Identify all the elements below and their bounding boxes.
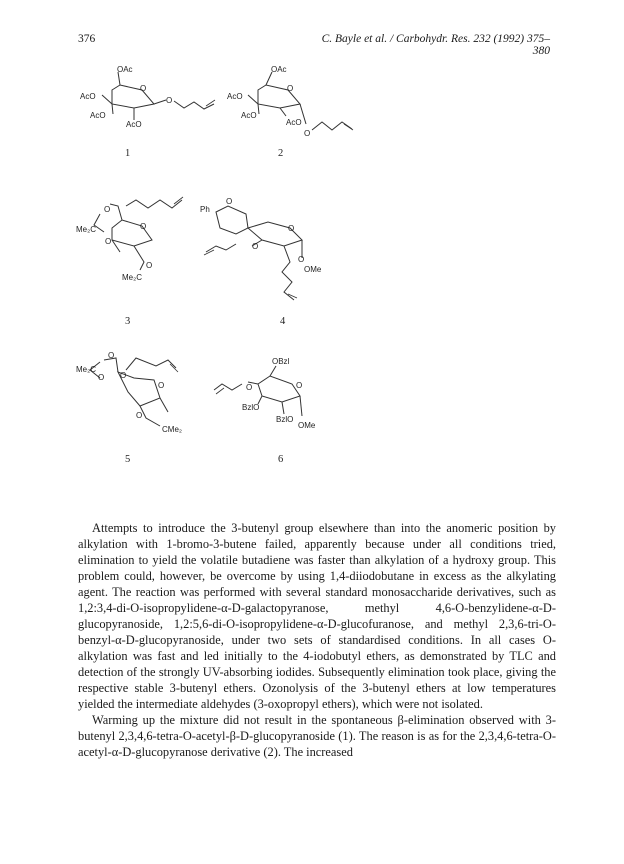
- c6-label-2: O: [246, 383, 253, 392]
- c5-label-5: O: [136, 411, 143, 420]
- c4-label-5: OMe: [304, 265, 322, 274]
- c2-label-0: OAc: [271, 65, 287, 74]
- c5-label-6: CMe₂: [162, 425, 182, 434]
- c1-label-3: AcO: [90, 111, 106, 120]
- c2-label-4: AcO: [286, 118, 302, 127]
- c5-label-2: O: [98, 373, 105, 382]
- structure-6: [214, 357, 316, 465]
- structure-1: [80, 65, 215, 159]
- c3-label-5: Me₂C: [122, 273, 142, 282]
- structure-3: [76, 197, 183, 327]
- c4-label-3: O: [252, 242, 259, 251]
- c5-label-4: O: [158, 381, 165, 390]
- c5-label-0: O: [108, 351, 115, 360]
- c4-label-0: Ph: [200, 205, 210, 214]
- c2-label-2: O: [287, 84, 294, 93]
- c6-label-4: BzlO: [276, 415, 294, 424]
- compound-number-2: 2: [278, 148, 284, 159]
- c3-label-3: O: [105, 237, 112, 246]
- body-text: [78, 520, 556, 760]
- compound-number-4: 4: [280, 316, 286, 327]
- c6-label-5: OMe: [298, 421, 316, 430]
- c1-label-2: O: [140, 84, 147, 93]
- compound-number-1: 1: [125, 148, 131, 159]
- c6-label-0: OBzl: [272, 357, 290, 366]
- running-head: C. Bayle et al. / Carbohydr. Res. 232 (1992) 375–380: [321, 33, 550, 57]
- page-number: 376: [78, 33, 96, 45]
- c4-label-1: O: [226, 197, 233, 206]
- c6-label-3: BzlO: [242, 403, 260, 412]
- structure-5: [76, 351, 182, 465]
- structure-2: [227, 65, 353, 159]
- paragraph-2: Warming up the mixture did not result in the spontaneous β-elimination observed with 3-butenyl 2,3,4,6-tetra-O-acetyl-β-D-glucopyranoside (1). The reason is as for the 2,3,4,6-tetra-O-acetyl-α-D-glucopyranose derivative (2). The increased: [78, 713, 556, 759]
- c1-label-5: O: [166, 96, 173, 105]
- c1-label-1: AcO: [80, 92, 96, 101]
- c3-label-2: O: [140, 222, 147, 231]
- c4-label-4: O: [298, 255, 305, 264]
- c2-label-5: O: [304, 129, 311, 138]
- c5-label-1: Me₂C: [76, 365, 96, 374]
- c3-label-0: O: [104, 205, 111, 214]
- c4-label-2: O: [288, 224, 295, 233]
- c3-label-1: Me₂C: [76, 225, 96, 234]
- c6-label-1: O: [296, 381, 303, 390]
- compound-number-6: 6: [278, 454, 284, 465]
- c5-label-3: O: [120, 371, 127, 380]
- c1-label-0: OAc: [117, 65, 133, 74]
- structure-4: [200, 197, 322, 327]
- compound-number-5: 5: [125, 454, 131, 465]
- compound-number-3: 3: [125, 316, 131, 327]
- c2-label-1: AcO: [227, 92, 243, 101]
- paragraph-1: Attempts to introduce the 3-butenyl group elsewhere than into the anomeric position by alkylation with 1-bromo-3-butene failed, apparently because under all conditions tried, elimination to yield the volatile butadiene was faster than alkylation of a hydroxy group. This problem could, however, be overcome by using 1,4-diiodobutane in excess as the alkylating agent. The reaction was performed with several standard monosaccharide derivatives, such as 1,2:3,4-di-O-isopropylidene-α-D-galactopyranose, methyl 4,6-O-benzylidene-α-D-glucopyranoside, 1,2:5,6-di-O-isopropylidene-α-D-glucofuranose, and methyl 2,3,6-tri-O-benzyl-α-D-glucopyranoside, under two sets of standardised conditions. In all cases O-alkylation was fast and led initially to the 4-iodobutyl ethers, as demonstrated by TLC and detection of the strongly UV-absorbing iodides. Subsequently elimination took place, giving the respective stable 3-butenyl ethers. Ozonolysis of the 3-butenyl ethers at low temperatures yielded the intermediate aldehydes (3-oxopropyl ethers), which were not isolated.: [78, 521, 556, 711]
- c3-label-4: O: [146, 261, 153, 270]
- c1-label-4: AcO: [126, 120, 142, 129]
- c2-label-3: AcO: [241, 111, 257, 120]
